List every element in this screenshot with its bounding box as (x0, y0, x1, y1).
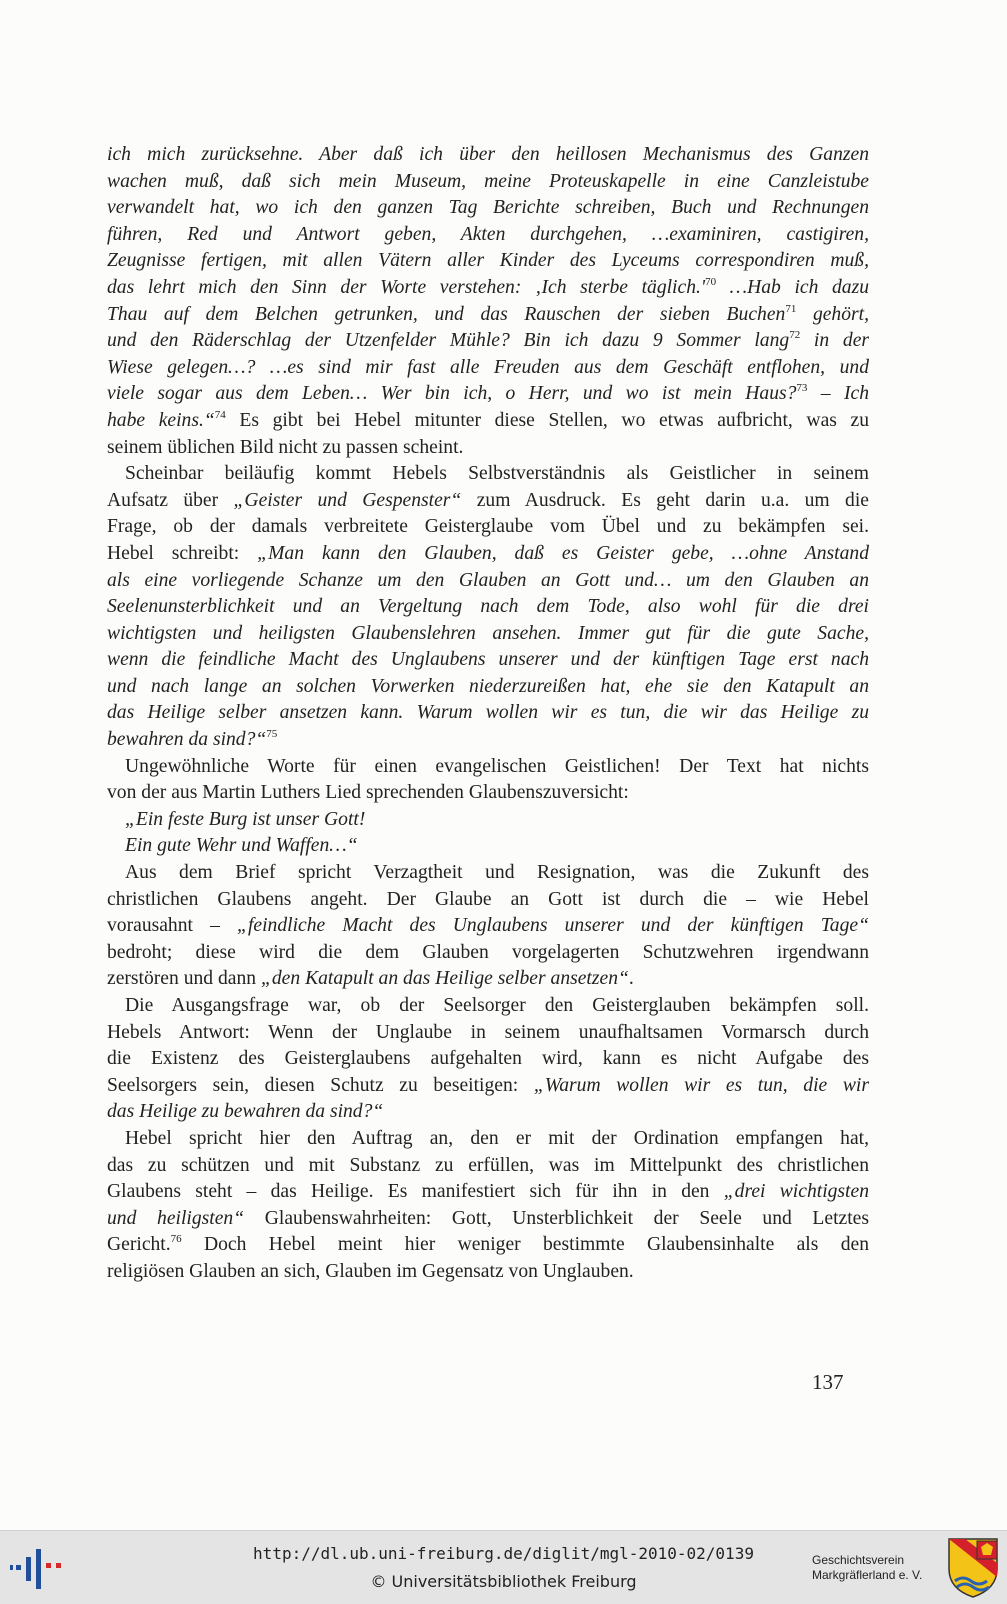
text-segment: „Warum wollen wir es tun, die wir (533, 1074, 869, 1096)
footnote-marker: 74 (214, 408, 226, 421)
text-segment: das Heilige selber ansetzen kann. Warum wollen wir es tun, die wir das Heilige zu (107, 702, 869, 724)
text-line (107, 408, 869, 435)
text-line (107, 488, 869, 515)
document-url-link[interactable]: http://dl.ub.uni-freiburg.de/diglit/mgl-2010-02/0139 (253, 1544, 754, 1563)
text-segment: von der aus Martin Luthers Lied sprechenden Glaubenszuversicht: (107, 782, 629, 804)
copyright-notice: © Universitätsbibliothek Freiburg (370, 1572, 637, 1591)
text-line (107, 780, 869, 807)
text-line (107, 647, 869, 674)
text-segment: „Geister und Gespenster“ (233, 489, 462, 511)
society-name-line2: Markgräflerland e. V. (812, 1568, 923, 1582)
text-line (107, 514, 869, 541)
text-line (107, 993, 869, 1020)
footnote-marker: 71 (785, 302, 797, 315)
text-segment: bedroht; diese wird die dem Glauben vorgelagerten Schutzwehren irgendwann (107, 941, 869, 963)
text-line (107, 913, 869, 940)
footnote-marker: 73 (796, 382, 808, 395)
text-line (107, 1073, 869, 1100)
society-name (812, 1553, 922, 1583)
text-line (107, 222, 869, 249)
body-text (107, 142, 869, 1286)
text-segment: …Hab ich dazu (716, 276, 869, 298)
text-line (107, 461, 869, 488)
text-line (107, 1232, 869, 1259)
text-line (107, 541, 869, 568)
coat-of-arms-icon (947, 1537, 999, 1599)
text-segment: habe keins.“ (107, 409, 215, 431)
text-segment: Wiese gelegen…? …es sind mir fast alle Freuden aus dem Geschäft entflohen, und (107, 356, 869, 378)
text-line (107, 1046, 869, 1073)
text-line (107, 1259, 869, 1286)
text-segment: Doch Hebel meint hier weniger bestimmte Glaubensinhalte als den (181, 1234, 869, 1256)
footnote-marker: 76 (170, 1233, 182, 1246)
text-segment: Gericht. (107, 1234, 171, 1256)
text-segment: verwandelt hat, wo ich den ganzen Tag Berichte schreiben, Buch und Rechnungen (107, 197, 869, 219)
text-line (107, 169, 869, 196)
footnote-marker: 72 (789, 329, 801, 342)
text-segment: das Heilige zu bewahren da sind?“ (107, 1101, 384, 1123)
text-line (107, 700, 869, 727)
text-line (107, 594, 869, 621)
text-line (107, 328, 869, 355)
text-segment: seinem üblichen Bild nicht zu passen scheint. (107, 436, 464, 458)
text-segment: Glaubens steht – das Heilige. Es manifestiert sich für ihn in den (107, 1181, 724, 1203)
text-line (107, 887, 869, 914)
text-segment: als eine vorliegende Schanze um den Glauben an Gott und… um den Glauben an (107, 569, 869, 591)
text-segment: zum Ausdruck. Es geht darin u.a. um die (461, 489, 869, 511)
text-segment: „feindliche Macht des Unglaubens unserer und der künftigen Tage“ (237, 915, 869, 937)
footnote-marker: 70 (705, 275, 717, 288)
text-segment: bewahren da sind?“ (107, 729, 267, 751)
text-segment: Frage, ob der damals verbreitete Geisterglaube vom Übel und zu bekämpfen sei. (107, 516, 869, 538)
text-line (107, 1020, 869, 1047)
text-segment: Aufsatz über (107, 489, 234, 511)
text-line (107, 754, 869, 781)
text-segment: Ungewöhnliche Worte für einen evangelischen Geistlichen! Der Text hat nichts (125, 755, 869, 777)
text-line (107, 1126, 869, 1153)
text-segment: Hebel spricht hier den Auftrag an, den er mit der Ordination empfangen hat, (125, 1127, 869, 1149)
text-segment: wichtigsten und heiligsten Glaubenslehren ansehen. Immer gut für die gute Sache, (107, 622, 869, 644)
text-segment: Seelsorgers sein, diesen Schutz zu beseitigen: (107, 1074, 534, 1096)
text-segment: ich mich zurücksehne. Aber daß ich über den heillosen Mechanismus des Ganzen (107, 144, 869, 165)
text-segment: gehört, (796, 303, 869, 325)
text-segment: Die Ausgangsfrage war, ob der Seelsorger den Geisterglauben bekämpfen soll. (125, 995, 869, 1016)
text-segment: Es gibt bei Hebel mitunter diese Stellen, wo etwas aufbricht, was zu (225, 409, 869, 431)
text-line (107, 568, 869, 595)
text-segment: viele sogar aus dem Leben… Wer bin ich, o Herr, und wo ist mein Haus? (107, 383, 797, 405)
text-line (107, 940, 869, 967)
text-line (107, 195, 869, 222)
text-segment: Seelenunsterblichkeit und an Vergeltung nach dem Tode, also wohl für die drei (107, 596, 869, 618)
text-segment: christlichen Glaubens angeht. Der Glaube an Gott ist durch die – wie Hebel (107, 888, 869, 910)
text-segment: Scheinbar beiläufig kommt Hebels Selbstverständnis als Geistlicher in seinem (125, 463, 869, 485)
text-segment: die Existenz des Geisterglaubens aufgehalten wird, kann es nicht Aufgabe des (107, 1048, 869, 1070)
text-segment: Hebel schreibt: (107, 542, 258, 564)
text-line (107, 621, 869, 648)
text-line (107, 674, 869, 701)
text-segment: Thau auf dem Belchen getrunken, und das Rauschen der sieben Buchen (107, 303, 786, 325)
text-segment: und nach lange an solchen Vorwerken niederzureißen hat, ehe sie den Katapult an (107, 675, 869, 697)
text-segment: „Man kann den Glauben, daß es Geister gebe, …ohne Anstand (257, 542, 869, 564)
text-segment: Glaubenswahrheiten: Gott, Unsterblichkeit der Seele und Letztes (244, 1207, 869, 1229)
text-segment: zerstören und dann (107, 968, 261, 990)
text-line (107, 1206, 869, 1233)
text-segment: – Ich (807, 383, 869, 405)
text-line (107, 142, 869, 169)
text-segment: „drei wichtigsten (723, 1181, 869, 1203)
footnote-marker: 75 (266, 728, 278, 741)
text-line (107, 1099, 869, 1126)
page-number: 137 (812, 1370, 844, 1394)
text-line (107, 381, 869, 408)
text-segment: das lehrt mich den Sinn der Worte verstehen: ‚Ich sterbe täglich.' (107, 276, 706, 298)
text-segment: vorausahnt – (107, 915, 238, 937)
text-segment: und heiligsten“ (107, 1207, 245, 1229)
text-line (107, 248, 869, 275)
text-line (107, 302, 869, 329)
text-segment: . (628, 968, 634, 990)
text-segment: Zeugnisse fertigen, mit allen Vätern aller Kinder des Lyceums correspondiren muß, (107, 250, 869, 272)
text-line (107, 355, 869, 382)
text-segment: wenn die feindliche Macht des Unglaubens unserer und der künftigen Tage erst nach (107, 649, 869, 671)
text-segment: in der (800, 330, 869, 352)
footer-bar (0, 1530, 1007, 1604)
text-segment: religiösen Glauben an sich, Glauben im Gegensatz von Unglauben. (107, 1260, 634, 1282)
text-segment: Hebels Antwort: Wenn der Unglaube in seinem unaufhaltsamen Vormarsch durch (107, 1021, 869, 1043)
text-segment: Aus dem Brief spricht Verzagtheit und Resignation, was die Zukunft des (125, 862, 869, 884)
text-segment: „den Katapult an das Heilige selber ansetzen“ (260, 968, 629, 990)
text-line (107, 435, 869, 462)
text-line (107, 860, 869, 887)
text-line (107, 727, 869, 754)
text-segment: das zu schützen und mit Substanz zu erfüllen, was im Mittelpunkt des christlichen (107, 1154, 869, 1176)
text-segment: „Ein feste Burg ist unser Gott! (125, 808, 366, 830)
text-line (107, 966, 869, 993)
text-line (107, 833, 869, 860)
text-segment: und den Räderschlag der Utzenfelder Mühle? Bin ich dazu 9 Sommer lang (107, 330, 790, 352)
text-segment: führen, Red und Antwort geben, Akten durchgehen, …examiniren, castigiren, (107, 223, 869, 245)
text-line (107, 807, 869, 834)
text-line (107, 275, 869, 302)
text-line (107, 1153, 869, 1180)
text-line (107, 1179, 869, 1206)
society-name-line1: Geschichtsverein (812, 1553, 905, 1567)
text-segment: wachen muß, daß sich mein Museum, meine Proteuskapelle in eine Canzleistube (107, 170, 869, 192)
text-segment: Ein gute Wehr und Waffen…“ (125, 835, 358, 857)
